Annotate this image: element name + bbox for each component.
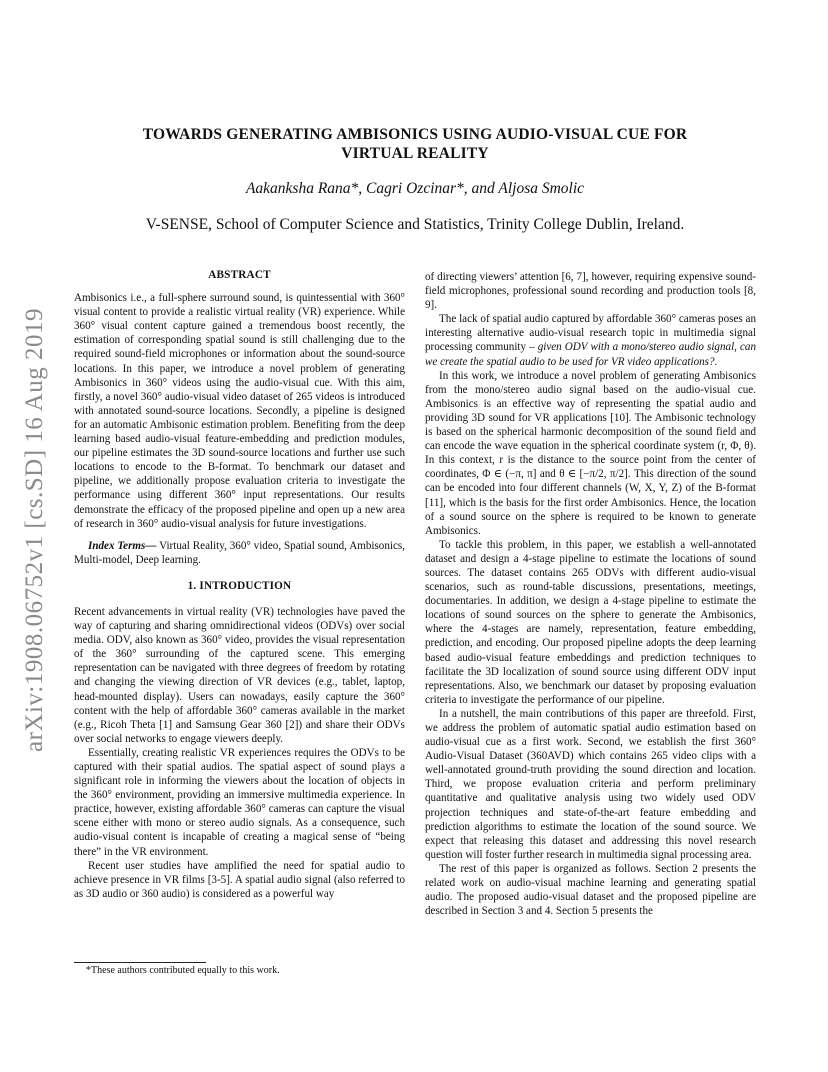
title-line-1: TOWARDS GENERATING AMBISONICS USING AUDIO-VISUAL CUE FOR [142, 126, 688, 143]
right-paragraph-3: In this work, we introduce a novel problem of generating Ambisonics from the mono/stereo audio signal based on the audio-visual cue. Ambisonics is an effective way of representing the spatial audio and providing 3D sound for VR applications [10]. The Ambisonic technology is based on the spherical harmonic decomposition of the sound field and can encode the wave equation in the spherical coordinate system (r, Φ, θ). In this context, r is the distance to the source point from the center of coordinates, Φ ∈ (−π, π] and θ ∈ [−π/2, π/2]. This direction of the sound can be encoded into four different channels (W, X, Y, Z) of the B-format [11], which is the basis for the first order Ambisonics. Hence, the location of a sound source on the sphere is required to be known to generate Ambisonics. [425, 369, 756, 537]
affiliation: V-SENSE, School of Computer Science and Statistics, Trinity College Dublin, Ireland. [145, 216, 685, 233]
arxiv-id: arXiv:1908.06752v1 [cs.SD] 16 Aug 2019 [21, 308, 48, 752]
research-question: given ODV with a mono/stereo audio signal, can we create the spatial audio to be used for VR video applications? [425, 341, 756, 368]
index-terms-label: Index Terms— [88, 539, 157, 552]
right-paragraph-2-lead: The lack of spatial audio captured by affordable 360° cameras poses an interesting alternative audio-visual research topic in multimedia signal processing community – [425, 313, 756, 354]
intro-paragraph-3: Recent user studies have amplified the need for spatial audio to achieve presence in VR films [3-5]. A spatial audio signal (also referred to as 3D audio or 360 audio) is considered as a powerful way [74, 859, 405, 900]
index-terms-text: Virtual Reality, 360° video, Spatial sound, Ambisonics, Multi-model, Deep learning. [74, 539, 405, 566]
left-column [74, 268, 405, 901]
arxiv-stamp [20, 290, 50, 770]
footnote-rule [74, 962, 206, 963]
right-paragraph-1: of directing viewers’ attention [6, 7], however, requiring expensive sound-field microphones, professional sound recording and production tools [8, 9]. [425, 271, 756, 312]
right-paragraph-2 [425, 312, 756, 368]
abstract-heading: ABSTRACT [208, 269, 271, 281]
author-list: Aakanksha Rana*, Cagri Ozcinar*, and Aljosa Smolic [245, 180, 585, 197]
footnote: *These authors contributed equally to this work. [86, 965, 280, 976]
abstract-text: Ambisonics i.e., a full-sphere surround sound, is quintessential with 360° visual content to provide a realistic virtual reality (VR) experience. While 360° visual content capture gained a tremendous boost recently, the estimation of corresponding spatial sound is still challenging due to the required sound-field microphones or information about the sound-source locations. In this paper, we introduce a novel problem of generating Ambisonics in 360° videos using the audio-visual cue. With this aim, firstly, a novel 360° audio-visual video dataset of 265 videos is introduced with annotated sound-source locations. Secondly, a pipeline is designed for an automatic Ambisonic estimation problem. Benefiting from the deep learning based audio-visual feature-embedding and prediction modules, our pipeline estimates the 3D sound-source locations and further use such locations to encode to the B-format. To benchmark our dataset and pipeline, we additionally propose evaluation criteria to investigate the performance using different 360° input representations. Our results demonstrate the efficacy of the proposed pipeline and open up a new area of research in 360° audio-visual analysis for future investigations. [74, 292, 405, 530]
right-paragraph-4: To tackle this problem, in this paper, we establish a well-annotated dataset and design a 4-stage pipeline to estimate the locations of sound sources. The dataset contains 265 ODVs with different audio-visual scenarios, such as round-table discussions, presentations, meetings, documentaries. In addition, we design a 4-stage pipeline to estimate the locations of sound sources on the sphere to generate the Ambisonics, where the 4-stages are namely, representation, feature embedding, prediction, and encoding. Our proposed pipeline adopts the deep learning based audio-visual feature embeddings and prediction techniques to facilitate the 3D localization of sound source using different ODV input representations. Also, we benchmark our dataset by proposing evaluation criteria to investigate the performance of our pipeline. [425, 538, 756, 706]
right-column [425, 270, 756, 918]
title-line-2: VIRTUAL REALITY [341, 145, 489, 162]
intro-paragraph-1: Recent advancements in virtual reality (VR) technologies have paved the way of capturing and sharing omnidirectional videos (ODVs) over social media. ODV, also known as 360° video, provides the visual representation of the 360° surrounding of the captured scene. This emerging representation can be navigated with three degrees of freedom by rotating and changing the viewing direction of VR devices (e.g., tablet, laptop, head-mounted display). Users can nowadays, easily capture the 360° content with the help of affordable 360° cameras available in the market (e.g., Ricoh Theta [1] and Samsung Gear 360 [2]) and share their ODVs over social networks to engage viewers deeply. [74, 605, 405, 745]
paper-title [110, 125, 720, 163]
right-paragraph-2-end: . [714, 355, 718, 368]
right-paragraph-5: In a nutshell, the main contributions of this paper are threefold. First, we address the problem of automatic spatial audio estimation based on audio-visual cue as a first work. Second, we establish the first 360° Audio-Visual Dataset (360AVD) which contains 265 video clips with a well-annotated ground-truth providing the sound direction and location. Third, we propose evaluation criteria and perform preliminary quantitative and qualitative analysis using two widely used ODV projection techniques and state-of-the-art feature embedding and prediction algorithms to estimate the location of the sound source. We expect that releasing this dataset and addressing this novel research question will foster further research in multimedia signal processing area. [425, 707, 756, 861]
index-terms [74, 539, 405, 567]
right-paragraph-6: The rest of this paper is organized as follows. Section 2 presents the related work on audio-visual machine learning and generating spatial audio. The proposed audio-visual dataset and the proposed pipeline are described in Section 3 and 4. Section 5 presents the [425, 862, 756, 918]
intro-paragraph-2: Essentially, creating realistic VR experiences requires the ODVs to be captured with their spatial audios. The spatial aspect of sound plays a significant role in informing the viewers about the location of objects in the 360° environment, providing an immersive multimedia experience. In practice, however, existing affordable 360° cameras can capture the visual scene either with mono or stereo audio signals. As a consequence, such audio-visual content is incapable of creating a magical sense of “being there” in the VR environment. [74, 746, 405, 858]
intro-heading: 1. INTRODUCTION [187, 579, 292, 592]
